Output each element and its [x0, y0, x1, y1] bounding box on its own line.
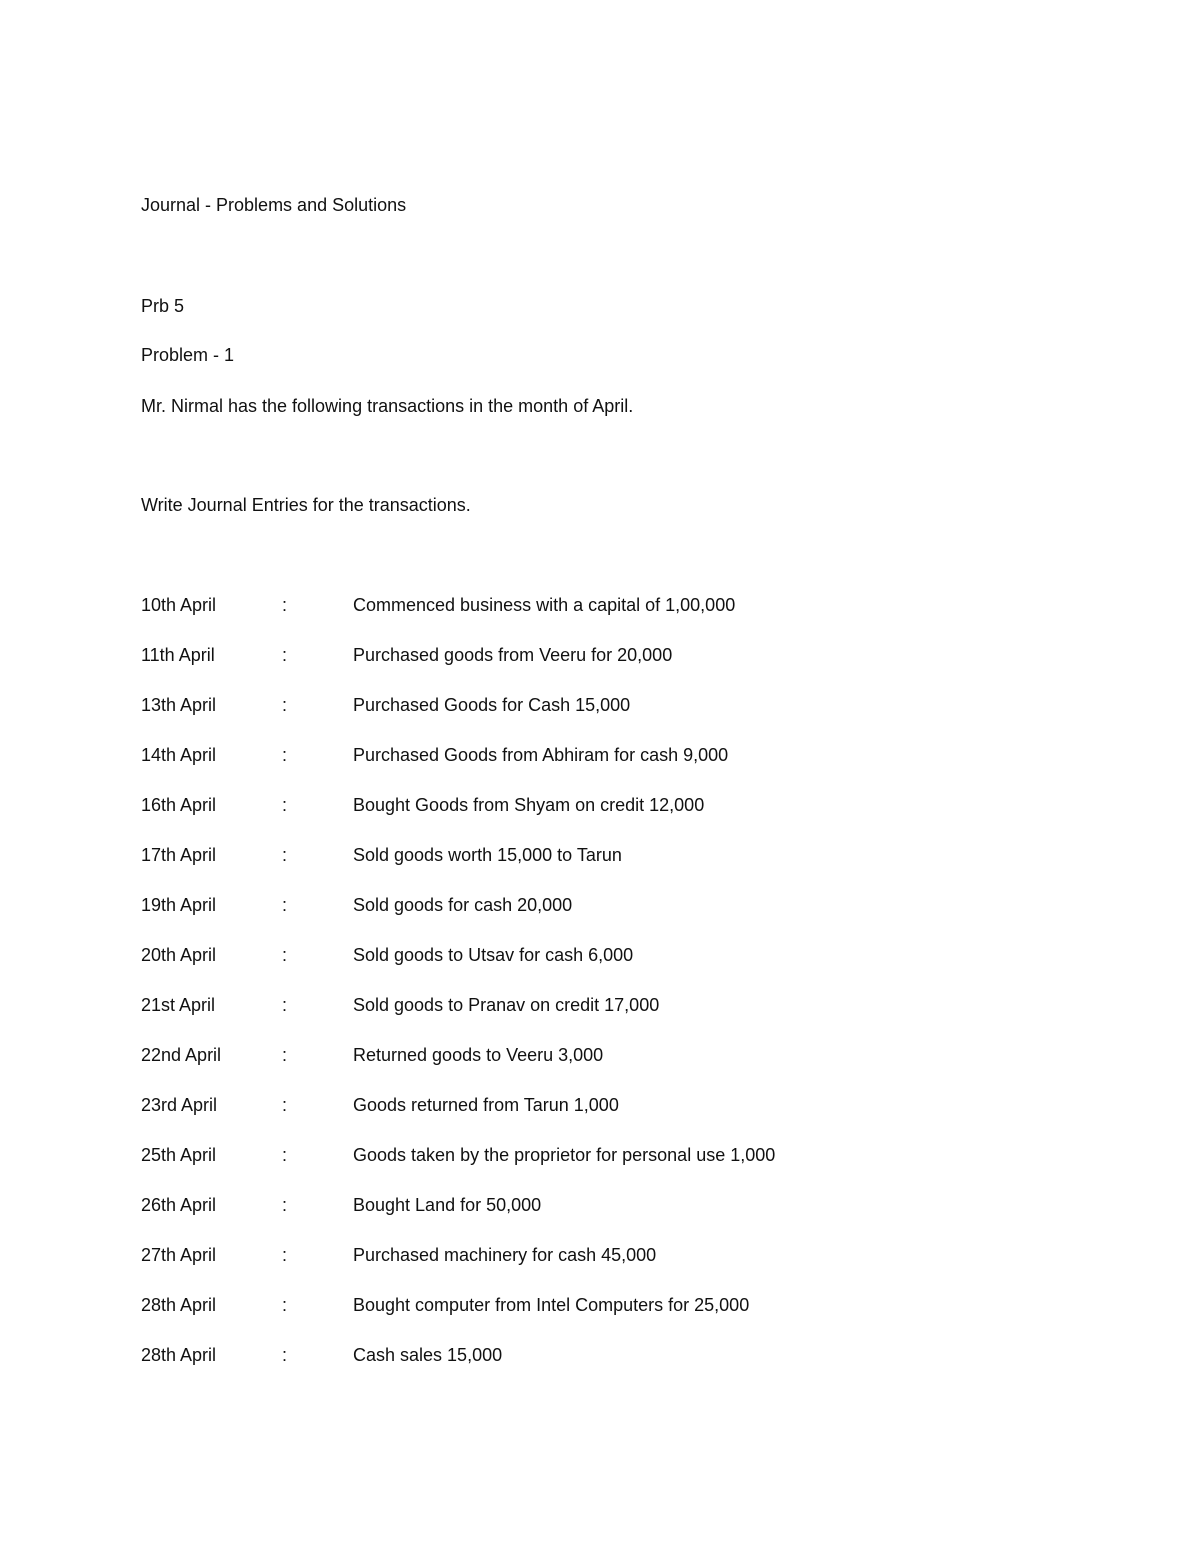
transaction-description: Commenced business with a capital of 1,00,000 [353, 595, 736, 615]
transaction-date: 16th April [141, 795, 217, 815]
transaction-description: Purchased machinery for cash 45,000 [353, 1245, 657, 1265]
problem-set-label: Prb 5 [141, 296, 185, 316]
transaction-date: 10th April [141, 595, 217, 615]
transaction-date: 14th April [141, 745, 217, 765]
transaction-row [141, 893, 1041, 943]
transaction-date: 19th April [141, 895, 217, 915]
transaction-description: Cash sales 15,000 [353, 1345, 503, 1365]
transaction-date: 28th April [141, 1295, 217, 1315]
transaction-row [141, 743, 1041, 793]
transaction-description: Goods taken by the proprietor for personal use 1,000 [353, 1145, 776, 1165]
transaction-separator: : [282, 595, 288, 615]
transaction-separator: : [282, 945, 288, 965]
transaction-row [141, 1143, 1041, 1193]
transaction-separator: : [282, 1295, 288, 1315]
transaction-separator: : [282, 795, 288, 815]
transaction-row [141, 693, 1041, 743]
transaction-separator: : [282, 1045, 288, 1065]
transaction-date: 20th April [141, 945, 217, 965]
transaction-row [141, 1243, 1041, 1293]
transaction-date: 23rd April [141, 1095, 218, 1115]
transaction-row [141, 1293, 1041, 1343]
transaction-row [141, 993, 1041, 1043]
transaction-separator: : [282, 695, 288, 715]
transaction-row [141, 1343, 1041, 1393]
transaction-description: Goods returned from Tarun 1,000 [353, 1095, 619, 1115]
transaction-date: 17th April [141, 845, 217, 865]
transaction-separator: : [282, 995, 288, 1015]
transaction-row [141, 593, 1041, 643]
transaction-separator: : [282, 645, 288, 665]
transaction-description: Sold goods to Utsav for cash 6,000 [353, 945, 634, 965]
transaction-separator: : [282, 1345, 288, 1365]
transaction-description: Purchased goods from Veeru for 20,000 [353, 645, 673, 665]
transaction-description: Purchased Goods for Cash 15,000 [353, 695, 631, 715]
transaction-date: 21st April [141, 995, 216, 1015]
transaction-separator: : [282, 745, 288, 765]
transaction-date: 22nd April [141, 1045, 222, 1065]
transaction-row [141, 793, 1041, 843]
transaction-separator: : [282, 895, 288, 915]
transaction-description: Bought Land for 50,000 [353, 1195, 542, 1215]
document-title: Journal - Problems and Solutions [141, 195, 407, 215]
transaction-row [141, 1193, 1041, 1243]
transaction-date: 13th April [141, 695, 217, 715]
transaction-description: Sold goods worth 15,000 to Tarun [353, 845, 622, 865]
transaction-row [141, 943, 1041, 993]
transaction-date: 25th April [141, 1145, 217, 1165]
transaction-description: Purchased Goods from Abhiram for cash 9,000 [353, 745, 729, 765]
transaction-row [141, 1093, 1041, 1143]
transaction-separator: : [282, 1245, 288, 1265]
transaction-description: Bought computer from Intel Computers for 25,000 [353, 1295, 750, 1315]
transaction-list [141, 593, 1041, 1393]
transaction-description: Bought Goods from Shyam on credit 12,000 [353, 795, 705, 815]
transaction-date: 27th April [141, 1245, 217, 1265]
transaction-row [141, 843, 1041, 893]
transaction-date: 11th April [141, 645, 215, 665]
problem-instruction: Write Journal Entries for the transactions. [141, 495, 471, 515]
transaction-separator: : [282, 1095, 288, 1115]
transaction-separator: : [282, 1195, 288, 1215]
transaction-date: 28th April [141, 1345, 217, 1365]
transaction-description: Sold goods to Pranav on credit 17,000 [353, 995, 660, 1015]
transaction-description: Sold goods for cash 20,000 [353, 895, 573, 915]
transaction-row [141, 643, 1041, 693]
transaction-row [141, 1043, 1041, 1093]
transaction-description: Returned goods to Veeru 3,000 [353, 1045, 604, 1065]
problem-number-label: Problem - 1 [141, 345, 235, 365]
transaction-date: 26th April [141, 1195, 217, 1215]
problem-intro: Mr. Nirmal has the following transactions in the month of April. [141, 396, 634, 416]
transaction-separator: : [282, 845, 288, 865]
transaction-separator: : [282, 1145, 288, 1165]
